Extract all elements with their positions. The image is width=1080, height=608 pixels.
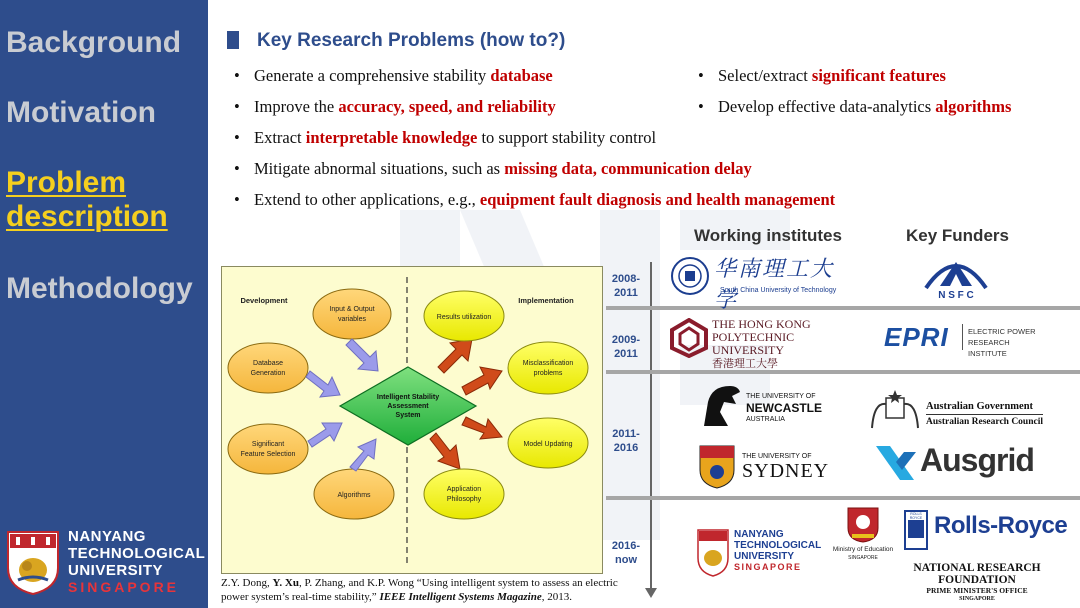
nrf-l1: NATIONAL RESEARCH FOUNDATION [913,562,1041,586]
newcastle-name [746,392,822,425]
node-mis-l1: Misclassification [522,360,574,367]
nsfc-logo [920,248,992,304]
aus-gov-arc: Australian Research Council [926,414,1043,429]
ntu-funder-l4: SINGAPORE [734,562,802,572]
nav-methodology[interactable]: Methodology [6,272,193,305]
sydney-name [742,452,829,481]
node-misclassification [508,342,588,394]
bullet-knowledge: • Extract interpretable knowledge to support stability control [234,128,657,147]
node-application-philosophy [424,469,504,519]
scut-name-cn: 华南理工大学 [714,257,835,313]
ntu-line4: SINGAPORE [68,579,180,595]
node-io-l2: variables [337,316,367,323]
bullet-highlight: interpretable knowledge [305,128,478,147]
rolls-royce-name: Rolls-Royce [934,512,1068,539]
bullet-applications: • Extend to other applications, e.g., equipment fault diagnosis and health management [234,190,836,209]
scut-name-en: South China University of Technology [720,287,837,294]
arrow-in-3 [308,423,342,447]
node-fs-l2: Feature Selection [240,451,296,458]
citation-authors: Z.Y. Dong, [221,577,273,589]
newcastle-logo [698,380,822,432]
nsfc-emblem-icon [920,248,992,292]
period-2008 [606,272,646,300]
period-end: 2016 [613,442,639,454]
bullet-text: Improve the [254,97,339,116]
diagram-svg [222,267,602,573]
ntu-funder-l2: TECHNOLOGICAL [734,540,822,551]
scut-logo [668,250,852,313]
ntu-logo [6,526,206,600]
node-db-l2: Generation [250,370,286,377]
period-start: 2011- [612,428,640,440]
diagram-right-heading: Implementation [518,296,574,305]
node-ap-l1: Application [446,486,482,493]
newcastle-l1: THE UNIVERSITY OF [746,393,816,400]
ntu-funder-name [734,529,821,573]
moe-l2: SINGAPORE [848,555,878,561]
bullet-accuracy: • Improve the accuracy, speed, and reliability [234,97,556,116]
period-end: 2011 [614,348,638,360]
arrow-out-4 [430,433,460,469]
ntu-funder-logo [696,526,824,580]
node-mis-l2: problems [533,370,563,377]
arrow-out-1 [438,339,472,373]
header-key-funders: Key Funders [906,226,1009,245]
epri-divider [962,324,963,350]
arrow-in-4 [350,439,376,471]
timeline-divider [606,496,1080,500]
nav-problem-line1: Problem [6,166,127,199]
polyu-logo [668,314,868,370]
sydney-l2: SYDNEY [742,460,830,482]
assessment-diagram [221,266,603,574]
bullet-highlight: database [490,66,553,85]
bullet-text: Select/extract [718,66,812,85]
sydney-crest-icon [698,444,736,490]
bullet-database: • Generate a comprehensive stability database [234,66,553,85]
node-ap-l2: Philosophy [446,496,482,503]
node-results-utilization-label: Results utilization [436,314,492,321]
epri-logo [880,318,1050,358]
aus-gov-name [926,400,1043,429]
nrf-l2: PRIME MINISTER'S OFFICE [926,586,1028,595]
node-algorithms-label: Algorithms [337,492,371,499]
ausgrid-name: Ausgrid [920,442,1034,478]
ntu-wordmark [68,528,205,596]
bullet-features: • Select/extract significant features [698,66,946,85]
bullet-text: Extend to other applications, e.g., [254,190,480,209]
newcastle-l2: NEWCASTLE [746,401,822,415]
rolls-royce-badge-text: ROLLS ROYCE [909,512,923,520]
center-l1: Intelligent Stability [376,394,440,401]
scut-seal-icon [670,256,710,296]
nsfc-text: N S F C [938,290,974,301]
arrow-out-3 [462,417,502,439]
moe-logo [828,506,898,568]
polyu-l1: THE HONG KONG [712,317,811,331]
nrf-logo [880,562,1074,602]
polyu-emblem-icon [670,318,708,358]
bullet-text: Develop effective data-analytics [718,97,936,116]
ntu-line3: UNIVERSITY [68,562,164,579]
ntu-funder-l1: NANYANG [734,529,784,540]
citation-title: , P. Zhang, and K.P. Wong “Using intelligent system to assess an electric power system’s real-time stability,” [221,577,618,603]
period-start: 2008- [611,273,641,285]
sydney-logo [698,442,830,492]
timeline-axis [650,262,652,592]
period-end: 2011 [614,287,638,299]
newcastle-l3: AUSTRALIA [746,416,785,423]
timeline-arrow-icon [645,588,657,598]
sidebar [0,0,208,608]
header-working-institutes: Working institutes [694,226,842,245]
bullet-highlight: significant features [811,66,946,85]
citation-year: , 2013. [541,591,572,603]
polyu-cn: 香港理工大學 [712,357,778,370]
citation [221,576,641,604]
aus-gov-l1: Australian Government [926,401,1034,412]
ntu-line1: NANYANG [68,528,146,545]
polyu-name [712,318,868,370]
moe-crest-icon [846,506,880,544]
epri-l2: RESEARCH INSTITUTE [968,338,1010,358]
moe-name [828,546,898,562]
ausgrid-logo [874,442,1034,486]
ausgrid-mark-icon [874,442,918,484]
bullet-highlight: algorithms [935,97,1012,116]
period-2011 [606,427,646,455]
ntu-funder-crest-icon [696,528,730,578]
node-io-l1: Input & Output [329,306,375,313]
epri-l1: ELECTRIC POWER [968,327,1036,336]
bullet-highlight: accuracy, speed, and reliability [338,97,556,116]
bullet-algorithms: • Develop effective data-analytics algorithms [698,97,1012,116]
bullet-highlight: equipment fault diagnosis and health management [479,190,836,209]
newcastle-horse-icon [698,382,742,430]
bullet-text: Extract [254,128,306,147]
node-model-updating-label: Model Updating [523,441,573,448]
ntu-funder-l3: UNIVERSITY [734,551,795,562]
epri-name [968,326,1050,359]
ntu-line2: TECHNOLOGICAL [68,545,206,562]
period-end: now [615,554,637,566]
bullet-text: Generate a comprehensive stability [254,66,491,85]
title-marker-icon [227,31,239,49]
bullet-text: to support stability control [477,128,657,147]
moe-l1: Ministry of Education [832,546,894,553]
epri-mark: EPRI [884,322,949,352]
arrow-out-2 [462,367,502,395]
arrow-in-2 [306,371,340,397]
nav-background[interactable]: Background [6,26,182,59]
section-title-text: Key Research Problems (how to?) [257,30,566,51]
rolls-royce-logo [904,508,1074,554]
nav-motivation[interactable]: Motivation [6,96,156,129]
diagram-left-heading: Development [240,296,288,305]
aus-gov-logo [866,386,1048,438]
bullet-abnormal: • Mitigate abnormal situations, such as missing data, communication delay [234,159,752,178]
timeline-divider [606,370,1080,374]
node-db-l1: Database [253,360,283,367]
center-l2: Assessment [387,403,429,410]
citation-author-bold: Y. Xu [272,577,299,589]
bullet-text: Mitigate abnormal situations, such as [254,159,505,178]
sydney-l1: THE UNIVERSITY OF [742,453,812,460]
arrow-in-1 [346,339,378,371]
period-2016 [606,539,646,567]
nav-problem-description[interactable] [6,166,168,234]
period-2009 [606,333,646,361]
citation-journal: IEEE Intelligent Systems Magazine [379,591,542,603]
ntu-crest-icon [6,530,60,596]
polyu-l2: POLYTECHNIC UNIVERSITY [712,330,795,357]
period-start: 2009- [611,334,641,346]
bullet-highlight: missing data, communication delay [504,159,752,178]
node-feature-selection [228,424,308,474]
node-fs-l1: Significant [251,441,285,448]
node-io-variables [313,289,391,339]
section-title [227,30,565,52]
period-start: 2016- [611,540,641,552]
nav-problem-line2: description [6,200,168,233]
aus-coat-of-arms-icon [868,388,922,434]
center-l3: System [395,412,421,419]
node-database-generation [228,343,308,393]
nrf-l3: SINGAPORE [959,596,995,602]
